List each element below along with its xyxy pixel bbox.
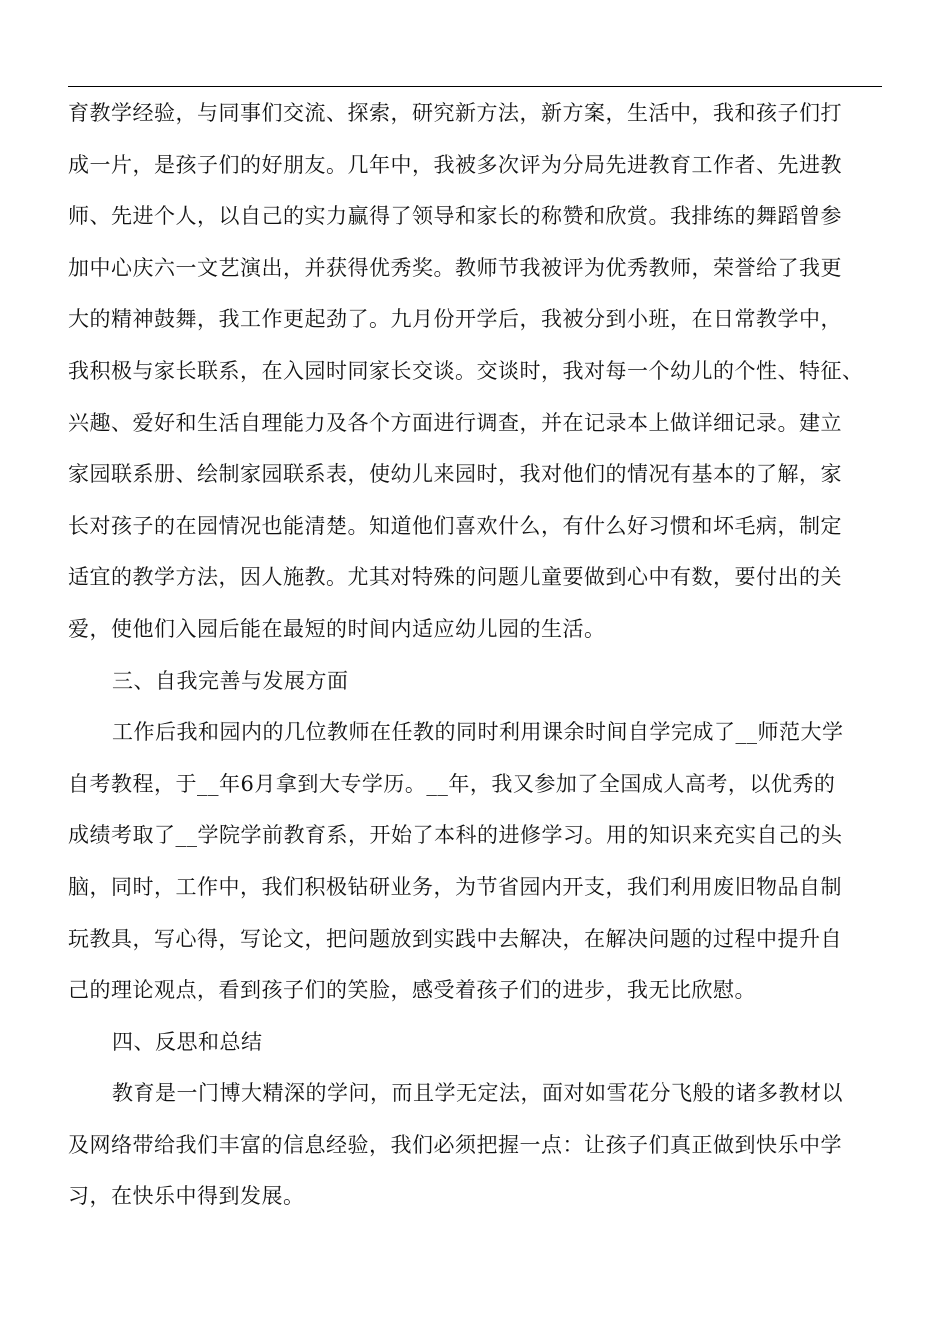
text-line: 长对孩子的在园情况也能清楚。知道他们喜欢什么，有什么好习惯和坏毛病，制定 <box>68 513 842 538</box>
header-rule <box>68 86 882 87</box>
paragraph-first-line: 教育是一门博大精深的学问，而且学无定法，面对如雪花分飞般的诸多教材以 <box>112 1081 843 1106</box>
text-line: 脑，同时，工作中，我们积极钻研业务，为节省园内开支，我们利用废旧物品自制 <box>68 874 842 899</box>
text-line: 大的精神鼓舞，我工作更起劲了。九月份开学后，我被分到小班，在日常教学中， <box>68 307 842 332</box>
text-line: 自考教程，于__年6月拿到大专学历。__年，我又参加了全国成人高考，以优秀的 <box>68 771 836 796</box>
text-line: 师、先进个人，以自己的实力赢得了领导和家长的称赞和欣赏。我排练的舞蹈曾参 <box>68 204 842 229</box>
text-line: 家园联系册、绘制家园联系表，使幼儿来园时，我对他们的情况有基本的了解，家 <box>68 462 842 487</box>
text-line: 己的理论观点，看到孩子们的笑脸，感受着孩子们的进步，我无比欣慰。 <box>68 978 756 1003</box>
text-line: 育教学经验，与同事们交流、探索，研究新方法，新方案，生活中，我和孩子们打 <box>68 101 842 125</box>
text-line: 玩教具，写心得，写论文，把问题放到实践中去解决，在解决问题的过程中提升自 <box>68 926 842 951</box>
text-line: 习，在快乐中得到发展。 <box>68 1184 305 1209</box>
section-heading: 三、自我完善与发展方面 <box>112 668 349 693</box>
text-line: 加中心庆六一文艺演出，并获得优秀奖。教师节我被评为优秀教师，荣誉给了我更 <box>68 255 842 280</box>
paragraph-first-line: 工作后我和园内的几位教师在任教的同时利用课余时间自学完成了__师范大学 <box>112 720 844 745</box>
text-line: 兴趣、爱好和生活自理能力及各个方面进行调查，并在记录本上做详细记录。建立 <box>68 410 842 435</box>
text-line: 及网络带给我们丰富的信息经验，我们必须把握一点：让孩子们真正做到快乐中学 <box>68 1132 842 1157</box>
text-line: 成绩考取了__学院学前教育系，开始了本科的进修学习。用的知识来充实自己的头 <box>68 823 843 848</box>
section-heading: 四、反思和总结 <box>112 1029 263 1054</box>
text-line: 成一片，是孩子们的好朋友。几年中，我被多次评为分局先进教育工作者、先进教 <box>68 152 842 177</box>
text-line: 适宜的教学方法，因人施教。尤其对特殊的问题儿童要做到心中有数，要付出的关 <box>68 565 842 590</box>
text-line: 爱，使他们入园后能在最短的时间内适应幼儿园的生活。 <box>68 616 606 641</box>
text-line: 我积极与家长联系，在入园时同家长交谈。交谈时，我对每一个幼儿的个性、特征、 <box>68 358 864 383</box>
document-body <box>68 96 888 1231</box>
